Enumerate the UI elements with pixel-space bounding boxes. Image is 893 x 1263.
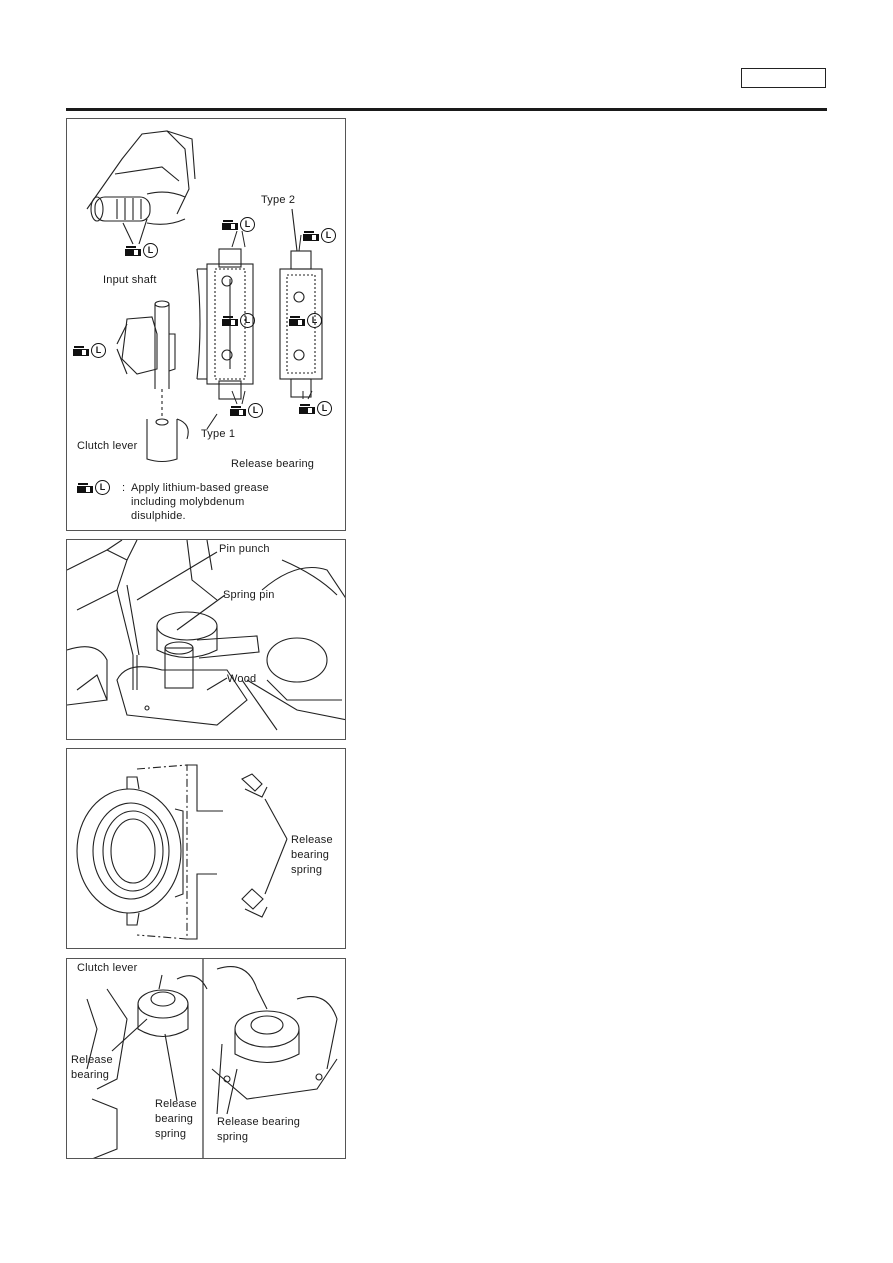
lube-l-icon: L — [321, 228, 336, 243]
label-rbs-line3: spring — [291, 864, 323, 876]
lube-mark-type2-mid — [289, 313, 322, 328]
label-rbs-line1: Release — [291, 834, 333, 846]
label-wood: Wood — [227, 673, 257, 685]
grease-gun-icon — [73, 345, 89, 356]
lube-mark-type2-top — [303, 228, 336, 243]
label-release-line1: Release — [71, 1054, 113, 1066]
lube-mark-shaft — [125, 243, 158, 258]
grease-gun-icon — [222, 315, 238, 326]
lube-mark-lever — [73, 343, 106, 358]
grease-gun-icon — [303, 230, 319, 241]
lube-mark-legend — [77, 480, 110, 495]
legend-colon: : — [122, 482, 126, 494]
header-rule — [66, 108, 827, 111]
label-rbs4-line1: Release — [155, 1098, 197, 1110]
label-release-bearing: Release bearing — [231, 458, 315, 470]
pin-punch-illustration — [67, 540, 346, 740]
label-clutch-lever: Clutch lever — [77, 440, 138, 452]
label-rbs-right-line2: spring — [217, 1131, 249, 1143]
figure-installed-bearing — [66, 958, 346, 1159]
grease-gun-icon — [299, 403, 315, 414]
grease-gun-icon — [125, 245, 141, 256]
legend-line-3: disulphide. — [131, 510, 186, 522]
label-rbs-line2: bearing — [291, 849, 330, 861]
figure-pin-punch — [66, 539, 346, 740]
lube-l-icon: L — [307, 313, 322, 328]
lube-l-icon: L — [143, 243, 158, 258]
grease-gun-icon — [77, 482, 93, 493]
lube-l-icon: L — [240, 313, 255, 328]
label-rbs4-line2: bearing — [155, 1113, 194, 1125]
grease-gun-icon — [289, 315, 305, 326]
lube-mark-type1-top — [222, 217, 255, 232]
lube-mark-type1-bottom — [230, 403, 263, 418]
label-spring-pin: Spring pin — [223, 589, 275, 601]
grease-gun-icon — [230, 405, 246, 416]
lube-l-icon: L — [240, 217, 255, 232]
figure-lubrication-points — [66, 118, 346, 531]
label-type2: Type 2 — [261, 194, 296, 206]
legend-line-1: Apply lithium-based grease — [131, 482, 269, 494]
label-release-line2: bearing — [71, 1069, 110, 1081]
lube-l-icon: L — [95, 480, 110, 495]
lube-l-icon: L — [248, 403, 263, 418]
lube-l-icon: L — [317, 401, 332, 416]
figure-release-bearing-spring — [66, 748, 346, 949]
label-input-shaft: Input shaft — [103, 274, 157, 286]
label-type1: Type 1 — [201, 428, 236, 440]
lube-l-icon: L — [91, 343, 106, 358]
header-box — [741, 68, 826, 88]
legend-line-2: including molybdenum — [131, 496, 245, 508]
lube-mark-type1-mid — [222, 313, 255, 328]
label-rbs4-line3: spring — [155, 1128, 187, 1140]
label-pin-punch: Pin punch — [219, 543, 270, 555]
lube-mark-type2-bottom — [299, 401, 332, 416]
grease-gun-icon — [222, 219, 238, 230]
label-rbs-right-line1: Release bearing — [217, 1116, 301, 1128]
label-clutch-lever-4: Clutch lever — [77, 962, 138, 974]
